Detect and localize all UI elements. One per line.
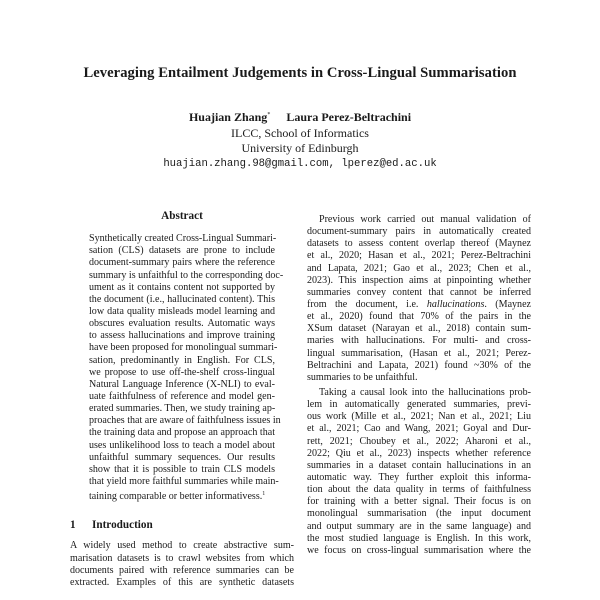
body-line: summaries to be unfaithful. <box>307 371 418 383</box>
affiliation-institute: ILCC, School of Informatics <box>231 125 369 140</box>
emphasis-hallucinations: hallucinations <box>426 298 485 310</box>
author-names <box>0 108 600 126</box>
body-line: and output summary are in the same language) and <box>307 520 531 532</box>
abstract-line: uate faithfulness of reference and model gen- <box>89 390 275 402</box>
paragraph-causal-look <box>307 387 531 557</box>
body-line: automatic way. They further exploit this informa- <box>307 471 531 483</box>
section-number: 1 <box>70 519 76 532</box>
body-line: summaries in a dataset contain hallucinations in an <box>307 459 531 471</box>
abstract-body <box>89 233 284 503</box>
body-line: we focus on cross-lingual summarisation where the <box>307 544 531 556</box>
paragraph-previous-work <box>307 214 531 384</box>
abstract-line: summary is unfaithful to the corresponding doc- <box>89 269 284 281</box>
intro-line: extracted. Examples of this are synthetic datasets <box>70 576 294 588</box>
body-line: ous work (Mille et al., 2021; Nan et al., 2021; Liu <box>307 411 531 423</box>
body-line: monolingual summarisation (the input document <box>307 508 531 520</box>
introduction-body <box>70 540 294 589</box>
abstract-heading: Abstract <box>161 210 203 222</box>
body-line: lingual summarisation, (Hasan et al., 2021; Perez- <box>307 347 531 359</box>
abstract-line: that yield more faithful summaries while main- <box>89 475 279 487</box>
body-text: from the document, i.e. <box>307 298 419 310</box>
abstract-line: document-summary pairs where the reference <box>89 257 275 269</box>
author-1-footnote-mark: * <box>267 112 271 118</box>
body-line: and Lapata, 2021; Gao et al., 2023; Chen et al., <box>307 262 531 274</box>
abstract-line: show that it is possible to train CLS models <box>89 463 275 475</box>
author-emails: huajian.zhang.98@gmail.com, lperez@ed.ac.uk <box>163 157 437 170</box>
author-block <box>0 108 600 172</box>
affiliation-university: University of Edinburgh <box>241 141 359 155</box>
abstract-line-last <box>89 488 275 503</box>
body-line: Taking a causal look into the hallucinations prob- <box>319 386 531 398</box>
abstract-line: the document (i.e., hallucinated content). This <box>89 293 275 305</box>
abstract-line-text: taining comparable or better informativess. <box>89 491 263 503</box>
abstract-line: sation (CLS) datasets are prone to include <box>89 245 275 257</box>
body-line: for training with a better signal. Their focus is on <box>307 496 531 508</box>
body-line: datasets to assess content overlap thereof (Maynez <box>307 238 531 250</box>
abstract-line: have been proposed for monolingual summari- <box>89 342 278 354</box>
body-line: XSum dataset (Narayan et al., 2018) contain sum- <box>307 323 531 335</box>
abstract-line: the training data and propose an approach that <box>89 427 275 439</box>
author-1: Huajian Zhang <box>188 110 268 124</box>
abstract-line: erated summaries. Then, we study training ap- <box>89 403 276 415</box>
right-column <box>307 214 531 557</box>
intro-line: documents paired with reference summaries can be <box>70 564 294 576</box>
abstract-line: we propose to use off-the-shelf cross-lingual <box>89 366 275 378</box>
abstract-line: proaches that are aware of faithfulness issues in <box>89 415 281 427</box>
abstract-line: Synthetically created Cross-Lingual Summari- <box>89 233 277 245</box>
body-line: tion about the data quality in terms of faithfulness <box>307 484 531 496</box>
body-line: rett, 2021; Choubey et al., 2022; Aharoni et al., <box>307 435 531 447</box>
body-line: the most studied language is English. In this work, <box>307 532 531 544</box>
body-line: summaries convey content that cannot be inferred <box>307 286 531 298</box>
body-text: . (Maynez <box>484 298 532 310</box>
abstract-line: Natural Language Inference (X-NLI) to eval- <box>89 378 275 390</box>
body-line: et al., 2020) found that 70% of the pairs in the <box>307 311 531 323</box>
body-line: maries with hallucinations. For multi- and cross- <box>307 335 531 347</box>
section-title: Introduction <box>92 519 153 532</box>
abstract-line: uses unlikelihood loss to teach a model about <box>89 439 275 451</box>
abstract-line: unfaithful summary sequences. Our results <box>89 451 275 463</box>
abstract-line: to assess hallucinations and improve training <box>89 330 275 342</box>
abstract-line: ument as it contains content not supported by <box>89 281 275 293</box>
body-line: Beltrachini and Lapata, 2021) found ~30% of the <box>307 359 531 371</box>
body-line-with-emphasis <box>307 299 531 311</box>
body-line: document-summary pairs in automatically created <box>307 226 531 238</box>
body-line: Previous work carried out manual validation of <box>319 214 531 225</box>
left-column <box>70 210 294 589</box>
intro-line: A widely used method to create abstractive sum- <box>70 540 294 552</box>
abstract-line: low data quality misleads model learning and <box>89 306 275 317</box>
abstract-footnote-mark: 1 <box>262 491 266 498</box>
abstract-line: obscures evaluation results. Automatic ways <box>89 318 275 330</box>
body-line: 2022; Qiu et al., 2023) inspects whether reference <box>307 447 531 459</box>
body-line: et al., 2021; Cao and Wang, 2021; Goyal and Dur- <box>307 423 531 435</box>
section-heading-introduction <box>70 519 294 531</box>
paper-title: Leveraging Entailment Judgements in Cross-Lingual Summarisation <box>83 65 517 81</box>
intro-line: marisation datasets is to crawl websites from which <box>70 552 294 564</box>
abstract-line: sation, predominantly in English. For CLS, <box>89 354 275 366</box>
body-line: 2023). This inspection aims at pinpointing whether <box>307 274 531 286</box>
author-2: Laura Perez-Beltrachini <box>286 110 412 124</box>
body-line: et al., 2020; Hasan et al., 2021; Perez-Beltrachini <box>307 250 531 262</box>
body-line: lem in automatically generated summaries, previ- <box>307 399 531 411</box>
